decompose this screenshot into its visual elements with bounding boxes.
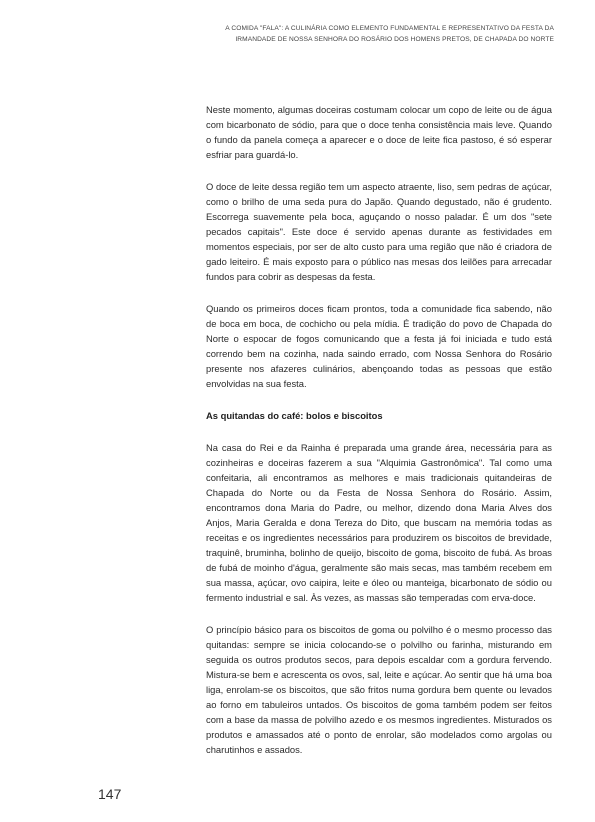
page-body [206,102,552,774]
running-header-line-2: IRMANDADE DE NOSSA SENHORA DO ROSÁRIO DOS HOMENS PRETOS, DE CHAPADA DO NORTE [235,36,554,43]
paragraph-5: O princípio básico para os biscoitos de goma ou polvilho é o mesmo processo das quitandas: sempre se inicia colocando-se o polvilho ou farinha, misturando em seguida os outros produtos secos, para depois escaldar com a gordura fervendo. Mistura-se bem e acrescenta os ovos, sal, leite e açúcar. Ao sentir que há uma boa liga, enrolam-se os biscoitos, que são fritos numa gordura bem quente ou levados ao forno em tabuleiros untados. Os biscoitos de goma também podem ser feitos com a base da massa de polvilho azedo e os mesmos ingredientes. Misturados os produtos e amassados até o ponto de enrolar, são modelados como argolas ou charutinhos e assados. [206,624,552,755]
paragraph-4: Na casa do Rei e da Rainha é preparada uma grande área, necessária para as cozinheiras e doceiras fazerem a sua "Alquimia Gastronômica". Tal como uma confeitaria, ali encontramos as melhores e mais tradicionais quitandeiras de Chapada do Norte ou da Festa de Nossa Senhora do Rosário. Assim, encontramos dona Maria do Padre, ou melhor, dizendo dona Maria Alves dos Anjos, Maria Geralda e dona Tereza do Dito, que buscam na memória todas as receitas e os ingredientes necessários para produzirem os biscoitos de brevidade, traquinê, bruminha, bolinho de queijo, biscoito de goma, biscoito de fubá. As broas de fubá de moinho d'água, geralmente são mais secas, mas também recebem em sua massa, açúcar, ovo caipira, leite e óleo ou manteiga, bicarbonato de sódio ou fermento industrial e sal. Às vezes, as massas são temperadas com erva-doce. [206,442,552,603]
section-heading: As quitandas do café: bolos e biscoitos [206,410,383,421]
page-number: 147 [98,786,122,802]
running-header [134,23,554,45]
paragraph-2: O doce de leite dessa região tem um aspecto atraente, liso, sem pedras de açúcar, como o brilho de uma seda pura do Japão. Quando degustado, não é grudento. Escorrega suavemente pela boca, aguçando o nosso paladar. É um dos "sete pecados capitais". Este doce é servido apenas durante as festividades em momentos especiais, por ser de alto custo para uma região que não é criadora de gado leiteiro. É mais exposto para o público nas mesas dos leilões para arrecadar fundos para cobrir as despesas da festa. [206,181,552,282]
paragraph-3: Quando os primeiros doces ficam prontos, toda a comunidade fica sabendo, não de boca em boca, de cochicho ou pela mídia. É tradição do povo de Chapada do Norte o espocar de fogos comunicando que a festa já foi iniciada e tudo está correndo bem na cozinha, nada saindo errado, com Nossa Senhora do Rosário presente nos afazeres culinários, abençoando todas as pessoas que estão envolvidas na sua festa. [206,303,552,389]
running-header-line-1: A COMIDA "FALA": A CULINÁRIA COMO ELEMENTO FUNDAMENTAL E REPRESENTATIVO DA FESTA DA [225,25,554,32]
paragraph-1: Neste momento, algumas doceiras costumam colocar um copo de leite ou de água com bicarbonato de sódio, para que o doce tenha consistência mais leve. Quando o fundo da panela começa a aparecer e o doce de leite fica pastoso, é só esperar esfriar para guardá-lo. [206,104,552,160]
